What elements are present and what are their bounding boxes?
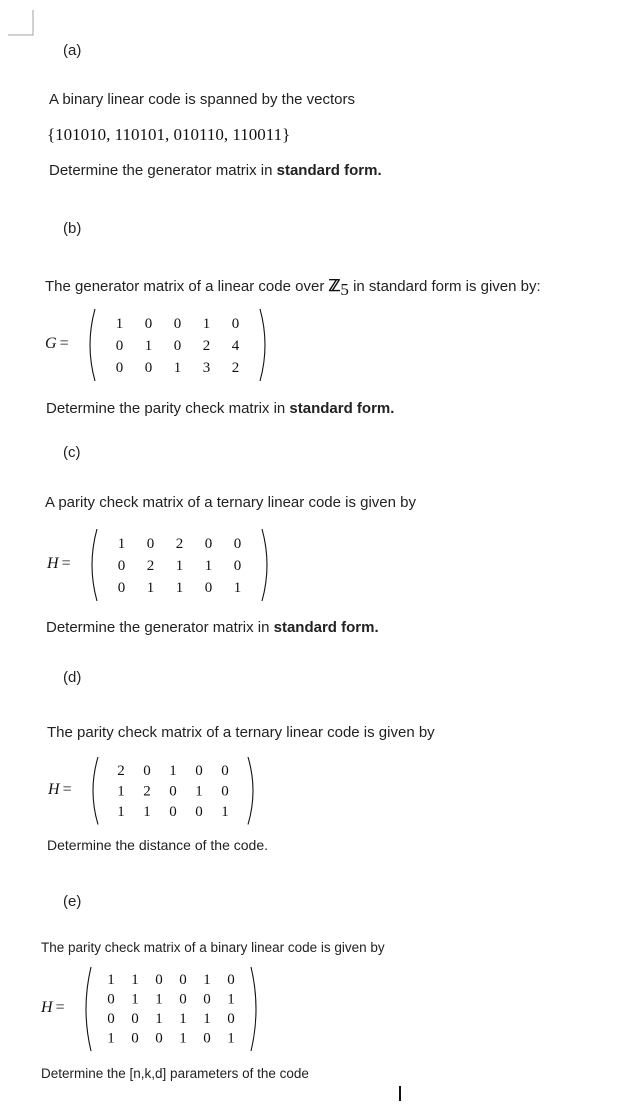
- left-parenthesis: [86, 967, 91, 1051]
- matrix-entry: 1: [175, 579, 184, 596]
- part-c-question-text: Determine the generator matrix in: [46, 619, 274, 636]
- part-d-intro: The parity check matrix of a ternary linear code is given by: [47, 724, 435, 741]
- matrix-entry: 0: [195, 762, 203, 779]
- equals-sign: =: [55, 999, 65, 1016]
- matrix-entry: 1: [195, 783, 203, 800]
- matrix-entry: 0: [233, 535, 242, 552]
- matrix-entry: 0: [179, 991, 187, 1008]
- matrix-entry: 0: [179, 972, 187, 989]
- matrix-entry: 1: [203, 972, 211, 989]
- matrix-entry: 1: [169, 762, 177, 779]
- matrix-entry: 1: [179, 1011, 187, 1028]
- matrix-entry: 3: [202, 359, 211, 376]
- matrix-entry: 0: [203, 1030, 211, 1047]
- equals-sign: =: [62, 780, 72, 798]
- matrix-entry: 0: [221, 762, 229, 779]
- equals-sign: =: [61, 555, 71, 572]
- equals-sign: =: [59, 335, 69, 352]
- matrix-entry: 0: [143, 762, 151, 779]
- matrix-entry: 0: [173, 337, 182, 354]
- matrix-entry: 1: [175, 557, 184, 574]
- matrix-entry: 1: [146, 579, 155, 596]
- matrix-entry: 1: [227, 1030, 235, 1047]
- matrix-entry: 0: [231, 315, 240, 332]
- part-a-question: [49, 162, 382, 179]
- matrix-entry: 0: [131, 1011, 139, 1028]
- matrix-entry: 1: [204, 557, 213, 574]
- matrix-entry: 0: [169, 803, 177, 820]
- matrix-entry: 1: [131, 972, 139, 989]
- matrix-entry: 0: [227, 1011, 235, 1028]
- integers-mod-subscript: 5: [340, 280, 349, 299]
- matrix-entry: 2: [146, 557, 155, 574]
- left-parenthesis: [93, 757, 98, 825]
- matrix-entry: 0: [173, 315, 182, 332]
- part-b-label: (b): [63, 220, 82, 237]
- matrix-entry: 1: [227, 991, 235, 1008]
- matrix-entry: 1: [144, 337, 153, 354]
- matrix-entry: 4: [231, 337, 240, 354]
- matrix-entry: 1: [107, 972, 115, 989]
- right-parenthesis: [262, 529, 267, 601]
- part-c-question: [46, 619, 379, 636]
- matrix-entry: 0: [144, 359, 153, 376]
- matrix-entry: 1: [117, 783, 125, 800]
- matrix-name-h: [48, 781, 72, 799]
- right-parenthesis: [260, 309, 265, 381]
- matrix-entry: 0: [107, 991, 115, 1008]
- left-parenthesis: [90, 309, 95, 381]
- matrix-name-g: [45, 335, 69, 353]
- matrix-entry: 1: [155, 991, 163, 1008]
- left-parenthesis: [92, 529, 97, 601]
- matrix-entry: 1: [107, 1030, 115, 1047]
- part-d-label: (d): [63, 669, 82, 686]
- text-cursor: [399, 1086, 401, 1101]
- right-parenthesis: [248, 757, 253, 825]
- matrix-entry: 0: [233, 557, 242, 574]
- matrix-entry: 1: [117, 803, 125, 820]
- part-a-label: (a): [63, 42, 82, 59]
- matrix-entry: 0: [155, 972, 163, 989]
- matrix-entry: 0: [115, 359, 124, 376]
- matrix-entry: 0: [227, 972, 235, 989]
- part-b-intro-text: The generator matrix of a linear code over: [45, 278, 329, 295]
- matrix-h: [90, 756, 256, 826]
- part-b-question-bold: standard form.: [289, 400, 395, 417]
- page-corner-mark: [8, 10, 34, 36]
- matrix-h: [89, 528, 270, 602]
- matrix-entry: 0: [107, 1011, 115, 1028]
- matrix-entry: 0: [169, 783, 177, 800]
- matrix-entry: 2: [175, 535, 184, 552]
- part-b-intro-suffix: in standard form is given by:: [348, 278, 541, 295]
- matrix-entry: 2: [117, 762, 125, 779]
- matrix-entry: 0: [117, 579, 126, 596]
- matrix-entry: 0: [146, 535, 155, 552]
- part-b-intro: [45, 276, 541, 300]
- matrix-entry: 0: [155, 1030, 163, 1047]
- matrix-entry: 0: [117, 557, 126, 574]
- part-a-vectors: {101010, 110101, 010110, 110011}: [47, 125, 291, 144]
- matrix-entry: 1: [233, 579, 242, 596]
- part-b-question: [46, 400, 394, 417]
- part-a-question-text: Determine the generator matrix in: [49, 162, 277, 179]
- matrix-entry: 0: [221, 783, 229, 800]
- part-c-intro: A parity check matrix of a ternary linear code is given by: [45, 494, 417, 511]
- part-e-intro: The parity check matrix of a binary linear code is given by: [41, 940, 385, 955]
- matrix-entry: 0: [144, 315, 153, 332]
- matrix-name-h-letter: H: [41, 999, 53, 1016]
- part-a-intro: A binary linear code is spanned by the vectors: [49, 91, 356, 108]
- part-c-label: (c): [63, 444, 81, 461]
- matrix-name-h-letter: H: [47, 555, 59, 572]
- matrix-entry: 2: [143, 783, 151, 800]
- integers-mod-symbol: ℤ: [328, 278, 341, 295]
- part-d-question: Determine the distance of the code.: [47, 837, 269, 853]
- matrix-entry: 1: [173, 359, 182, 376]
- matrix-entry: 0: [195, 803, 203, 820]
- matrix-entry: 0: [204, 535, 213, 552]
- matrix-entry: 1: [131, 991, 139, 1008]
- part-e-question: Determine the [n,k,d] parameters of the code: [41, 1066, 309, 1081]
- matrix-entry: 0: [115, 337, 124, 354]
- matrix-entry: 1: [202, 315, 211, 332]
- matrix-entry: 0: [131, 1030, 139, 1047]
- matrix-entry: 0: [203, 991, 211, 1008]
- matrix-entry: 1: [117, 535, 126, 552]
- matrix-h: [83, 966, 259, 1052]
- matrix-name-h: [41, 999, 65, 1017]
- matrix-name-g-letter: G: [45, 335, 57, 352]
- part-e-label: (e): [63, 893, 82, 910]
- matrix-entry: 2: [231, 359, 240, 376]
- matrix-entry: 0: [204, 579, 213, 596]
- matrix-entry: 1: [155, 1011, 163, 1028]
- matrix-entry: 1: [203, 1011, 211, 1028]
- matrix-name-h-letter: H: [48, 780, 60, 798]
- matrix-entry: 1: [179, 1030, 187, 1047]
- matrix-entry: 1: [143, 803, 151, 820]
- part-c-question-bold: standard form.: [273, 619, 379, 636]
- right-parenthesis: [251, 967, 256, 1051]
- matrix-name-h: [47, 555, 71, 573]
- part-a-question-bold: standard form.: [276, 162, 382, 179]
- matrix-entry: 1: [221, 803, 229, 820]
- matrix-entry: 1: [115, 315, 124, 332]
- part-b-question-text: Determine the parity check matrix in: [46, 400, 290, 417]
- matrix-g: [87, 308, 268, 382]
- matrix-entry: 2: [202, 337, 211, 354]
